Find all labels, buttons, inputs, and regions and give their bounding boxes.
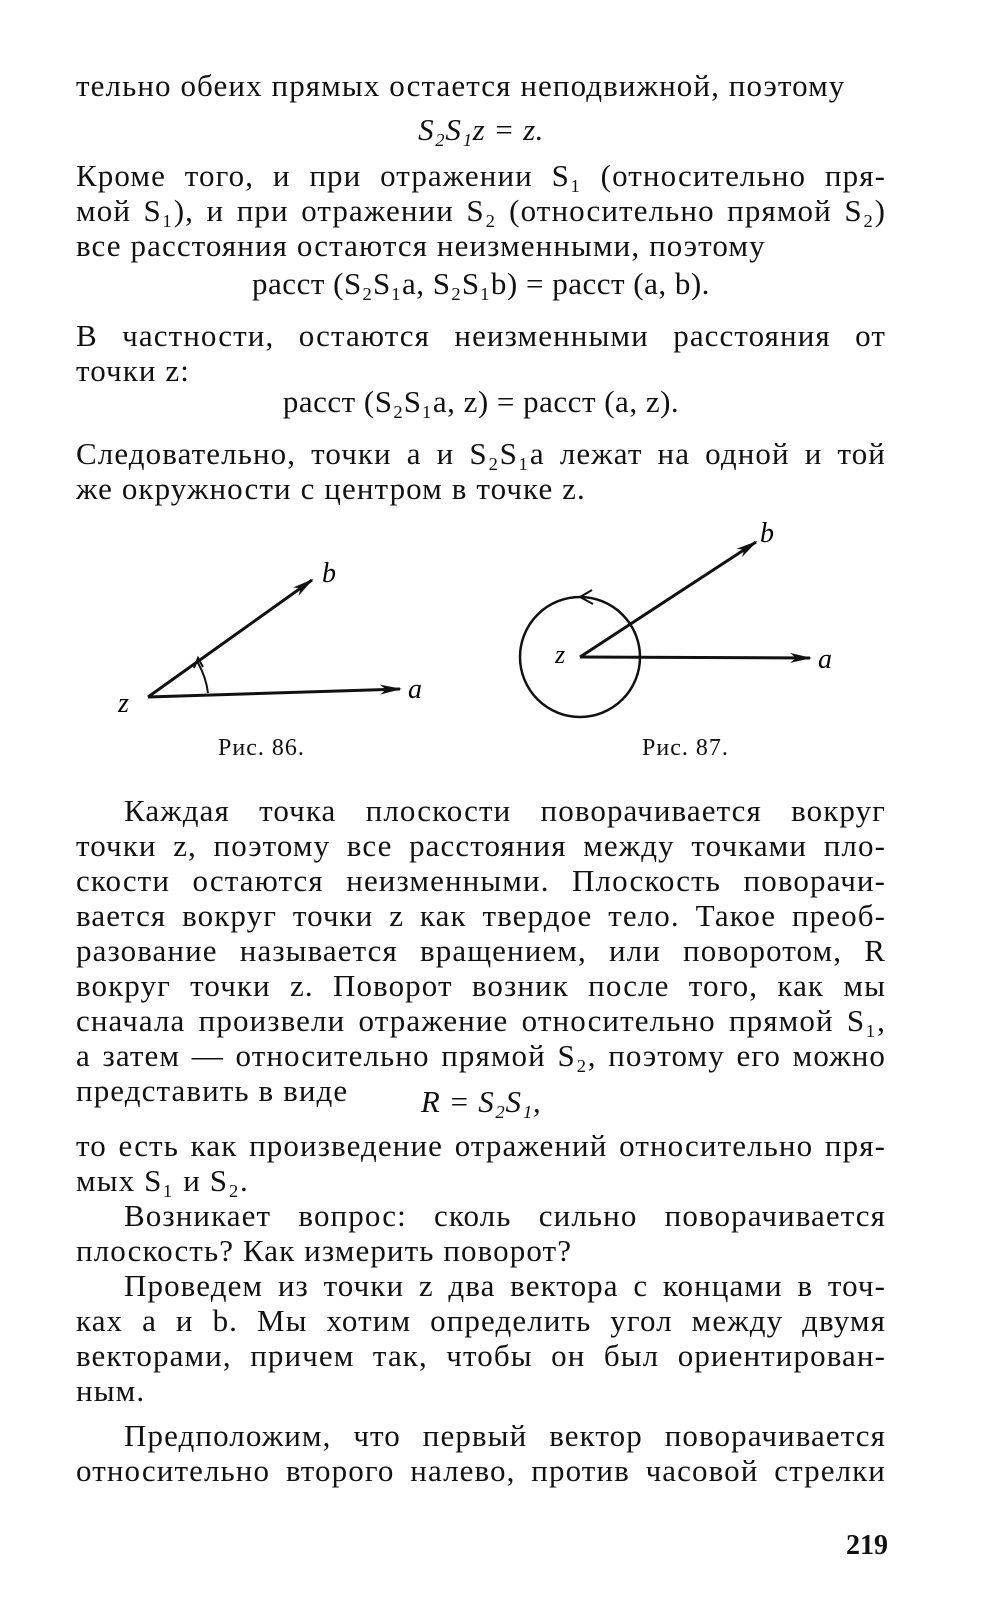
text-line: же окружности с центром в точке z. — [76, 471, 586, 506]
text-line: относительно второго налево, против часовой стрелки — [76, 1453, 886, 1488]
equation-4: R = S₂S₁, — [420, 1084, 542, 1119]
text-line: ках a и b. Мы хотим определить угол между двумя — [76, 1303, 886, 1338]
text-line: Предположим, что первый вектор поворачивается — [124, 1418, 886, 1453]
figure-86 — [110, 550, 440, 730]
text-line: мой S₁), и при отражении S₂ (относительно прямой S₂) — [76, 193, 886, 228]
text-line: Возникает вопрос: сколь сильно поворачивается — [124, 1198, 886, 1233]
label-z: z — [118, 688, 129, 719]
paragraph-9 — [76, 1418, 886, 1488]
angle-arc — [198, 663, 208, 693]
paragraph-2 — [76, 158, 886, 263]
paragraph-3 — [76, 318, 886, 388]
figure-87-caption: Рис. 87. — [642, 735, 729, 761]
text-line: Каждая точка плоскости поворачивается вокруг — [124, 793, 886, 828]
text-line: В частности, остаются неизменными расстояния от — [76, 318, 886, 353]
text-line: представить в виде — [76, 1073, 349, 1108]
label-a: a — [408, 674, 422, 705]
text-line: вается вокруг точки z как твердое тело. Такое преоб- — [76, 898, 886, 933]
vector-b — [580, 542, 756, 657]
text-line: то есть как произведение отражений относительно пря- — [76, 1128, 886, 1163]
text-line: векторами, причем так, чтобы он был ориентирован- — [76, 1338, 886, 1373]
label-b: b — [760, 518, 774, 549]
label-a: a — [818, 644, 832, 675]
text-line: сначала произвели отражение относительно прямой S₁, — [76, 1003, 886, 1038]
text-line: Проведем из точки z два вектора с концами в точ- — [124, 1268, 886, 1303]
text-line: плоскость? Как измерить поворот? — [76, 1233, 573, 1268]
text-line: точки z, поэтому все расстояния между точками пло- — [76, 828, 886, 863]
text-line: скости остаются неизменными. Плоскость поворачи- — [76, 863, 886, 898]
text-line: разование называется вращением, или поворотом, R — [76, 933, 886, 968]
text-line: Следовательно, точки a и S₂S₁a лежат на одной и той — [76, 436, 886, 471]
vector-b — [148, 580, 312, 697]
text-line: а затем — относительно прямой S₂, поэтому его можно — [76, 1038, 886, 1073]
text-line: точки z: — [76, 353, 191, 388]
figure-86-caption: Рис. 86. — [218, 735, 305, 761]
page-number: 219 — [846, 1530, 888, 1561]
text-line: ным. — [76, 1373, 146, 1408]
equation-2: расст (S₂S₁a, S₂S₁b) = расст (a, b). — [252, 266, 710, 301]
paragraph-4 — [76, 436, 886, 506]
paragraph-8 — [76, 1268, 886, 1408]
paragraph-6 — [76, 1128, 886, 1198]
text-line: тельно обеих прямых остается неподвижной, поэтому — [76, 68, 846, 103]
figure-87 — [510, 512, 870, 732]
text-line: Кроме того, и при отражении S₁ (относительно пря- — [76, 158, 886, 193]
paragraph-5 — [76, 793, 886, 1108]
vector-a — [148, 689, 400, 697]
equation-3: расст (S₂S₁a, z) = расст (a, z). — [282, 384, 680, 419]
equation-1: S₂S₁z = z. — [418, 112, 544, 147]
paragraph-continuation — [76, 68, 886, 103]
text-line: мых S₁ и S₂. — [76, 1163, 249, 1198]
vector-a — [580, 657, 810, 658]
label-z: z — [555, 640, 566, 669]
paragraph-7 — [76, 1198, 886, 1268]
text-line: вокруг точки z. Поворот возник после того, как мы — [76, 968, 886, 1003]
label-b: b — [322, 558, 336, 589]
text-line: все расстояния остаются неизменными, поэтому — [76, 228, 766, 263]
